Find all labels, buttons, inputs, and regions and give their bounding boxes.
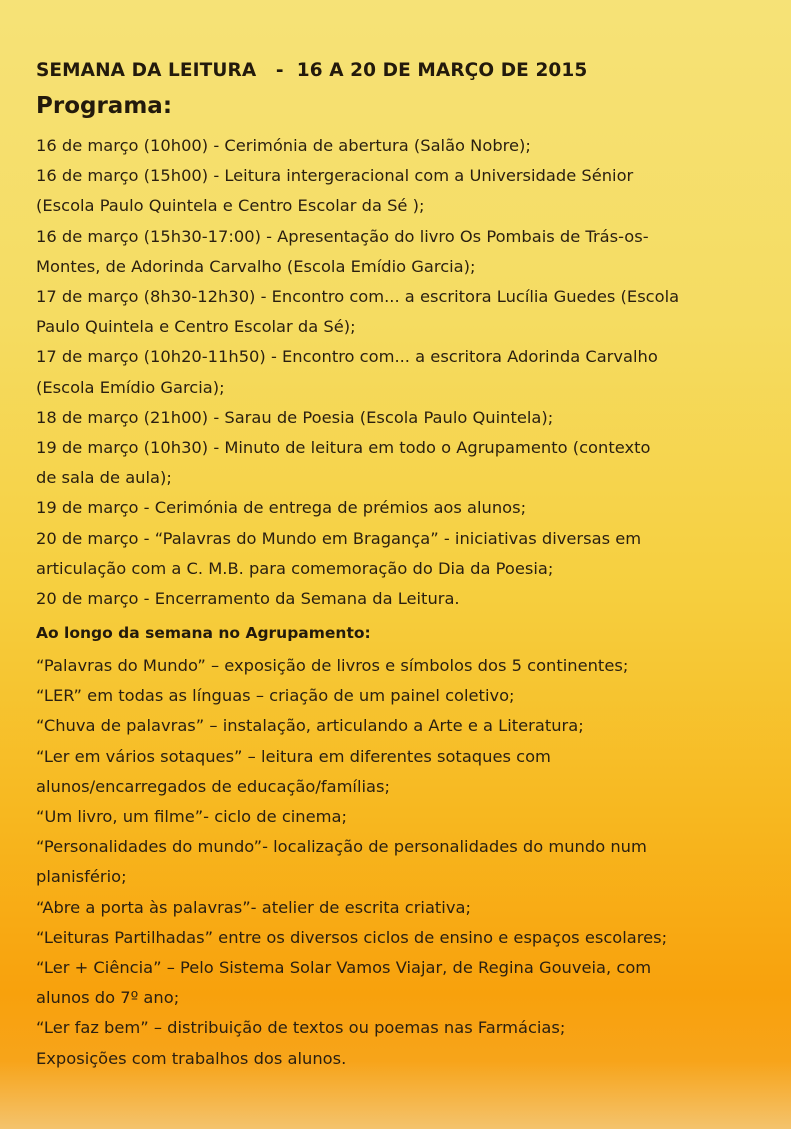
program-item: 16 de março (10h00) - Cerimónia de abertura (Salão Nobre); (36, 136, 531, 155)
week-activities-list (36, 651, 776, 1074)
program-item: 17 de março (10h20-11h50) - Encontro com... a escritora Adorinda Carvalho (Escola Emídio Garcia); (36, 347, 658, 397)
program-heading: Programa: (36, 93, 173, 119)
activity-item: “Um livro, um filme”- ciclo de cinema; (36, 807, 347, 827)
activity-item: “Personalidades do mundo”- localização de personalidades do mundo num planisfério; (36, 837, 647, 887)
activity-item: “Abre a porta às palavras”- atelier de escrita criativa; (36, 897, 471, 917)
program-item: 16 de março (15h30-17:00) - Apresentação do livro Os Pombais de Trás-os- Montes, de Adorinda Carvalho (Escola Emídio Garcia); (36, 226, 649, 276)
activity-item: “Chuva de palavras” – instalação, articulando a Arte e a Literatura; (36, 716, 584, 736)
activity-item: “LER” em todas as línguas – criação de um painel coletivo; (36, 686, 515, 706)
week-section-heading: Ao longo da semana no Agrupamento: (36, 624, 371, 642)
activity-item: “Leituras Partilhadas” entre os diversos ciclos de ensino e espaços escolares; (36, 927, 668, 947)
activity-item: “Ler + Ciência” – Pelo Sistema Solar Vamos Viajar, de Regina Gouveia, com alunos do 7º ano; (36, 958, 652, 1008)
activity-item: Exposições com trabalhos dos alunos. (36, 1048, 347, 1068)
event-title: SEMANA DA LEITURA - 16 A 20 DE MARÇO DE 2015 (36, 60, 588, 81)
program-item: 19 de março (10h30) - Minuto de leitura em todo o Agrupamento (contexto de sala de aula); (36, 438, 651, 488)
program-item: 20 de março - Encerramento da Semana da Leitura. (36, 589, 460, 609)
activity-item: “Ler faz bem” – distribuição de textos ou poemas nas Farmácias; (36, 1018, 566, 1038)
program-item: 17 de março (8h30-12h30) - Encontro com... a escritora Lucília Guedes (Escola Paulo Quintela e Centro Escolar da Sé); (36, 287, 680, 337)
program-item: 16 de março (15h00) - Leitura intergeracional com a Universidade Sénior (Escola Paulo Quintela e Centro Escolar da Sé ); (36, 166, 634, 216)
program-item: 20 de março - “Palavras do Mundo em Bragança” - iniciativas diversas em articulação com a C. M.B. para comemoração do Dia da Poesia; (36, 528, 642, 578)
activity-item: “Palavras do Mundo” – exposição de livros e símbolos dos 5 continentes; (36, 656, 629, 675)
program-item: 18 de março (21h00) - Sarau de Poesia (Escola Paulo Quintela); (36, 407, 554, 427)
program-list (36, 131, 776, 614)
program-item: 19 de março - Cerimónia de entrega de prémios aos alunos; (36, 498, 527, 518)
activity-item: “Ler em vários sotaques” – leitura em diferentes sotaques com alunos/encarregados de educação/famílias; (36, 746, 551, 796)
